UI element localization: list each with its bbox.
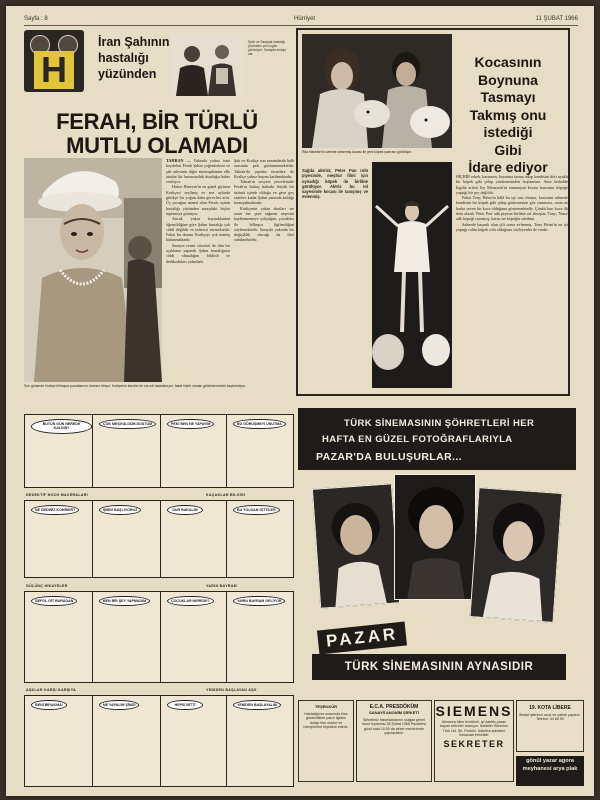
paragraph — [166, 158, 230, 184]
pazar-logo: PAZAR — [317, 621, 407, 654]
running-head — [24, 16, 578, 26]
speech-bubble: BU YOLDAN GİTTİLER — [233, 505, 280, 515]
comic-panel — [25, 415, 93, 487]
paragraph: Sarayın resmi sözcüsü de dün bir açıklama yaparak Şahın hastalığının ciddi olmadığını bildirdi ve dedikoduları yalanladı. — [166, 242, 230, 264]
classified-title: TEŞEKKÜR — [314, 704, 337, 709]
paragraph: HİÇBİR erkek, karısının, boynuna tasma takıp kendisini dört ayaklı bir köpek gibi çekip yürütmesinden hoşlanmaz. Ama herhalde İngiliz artisti Joy Menzurin'in tanımayan kocası karısının köpeğe yaptığı bir şey değildir. — [456, 174, 568, 195]
classified-siemens — [434, 700, 514, 782]
comic-title: AŞKLAR KARŞI KARŞIYA — [26, 688, 76, 692]
comic-panel — [25, 696, 93, 786]
hurriyet-logo — [24, 30, 84, 92]
comic-panel — [25, 592, 93, 682]
dog-col-left — [302, 168, 368, 200]
farah-photo-caption: Son günlerde Kraliçe bilhaşsa çocuklarının üzerine titriyor. Kraliçenin kendisi de sık sık hastalanıyor, fakat hiçbir zaman gülümsemesini kaybetmiyor. — [24, 384, 246, 388]
kicker-line: yüzünden — [98, 67, 157, 81]
comic-panel — [227, 696, 294, 786]
classified-text: ithalat işlerinizi ucuz ve çabuk yaparız. Telefon: 44 66 90 — [519, 713, 581, 722]
dateline: TAHRAN — — [166, 158, 191, 163]
classified-text: Şirketimiz hissedarlarının olağan genel kurul toplantısı 28 Şubat 1966 Pazartesi günü saat 10.00 da şirket merkezinde yapılacaktır. — [362, 718, 426, 736]
comic-panel — [161, 415, 227, 487]
speech-bubble: ÇOCUKLAR NEREDE? — [167, 596, 214, 606]
comic-title: YENİDEN BAŞLAYAN AŞK — [206, 688, 257, 692]
comic-panel — [93, 501, 161, 577]
classified-title: E.C.A. PRESDÖKÜM — [369, 704, 419, 710]
comic-panel — [161, 501, 227, 577]
comic-panel — [161, 592, 227, 682]
speech-bubble: PEKİ BEN NE YAPAYIM — [167, 419, 214, 429]
headline-line: Kocasının — [474, 54, 542, 70]
comic-title: YARIN BAYRAM — [206, 584, 237, 588]
headline-line: Boynuna — [478, 71, 538, 88]
classified-text: Almanca bilen tecrübeli, iyi daktilo yazan bayan sekreter aranıyor. İstekliler Siemens Türk Ltd. Şti. Fındıklı, İstanbul adresine müracaat etmelidir. — [440, 720, 508, 738]
farah-photo — [24, 158, 162, 382]
paragraph-text: Yakında yalnız ismi kaydolan Ferah Şahın yeğenlerinin ve şah ailesinin diğer mensuplarının elle tutulur bir huzursuzluk duyduğu haber veriliyor. — [166, 158, 230, 185]
farah-col-1 — [166, 158, 230, 264]
comic-title: DEDEKTİF NOCH MACERALARI — [26, 493, 88, 497]
newspaper-page — [6, 6, 594, 796]
headline-line: İdare ediyor — [468, 159, 548, 175]
speech-bubble: BEN BİR ŞEY YAPMADIM — [99, 596, 150, 606]
speech-bubble: BENİ BIRAKMA! — [31, 700, 67, 710]
speech-bubble: ŞİMDİ BAŞLIYORUZ — [99, 505, 141, 515]
comic-strip-3 — [24, 591, 294, 683]
shah-photo-caption: Şahlı ve Sarayda hastalığı yüzünden çok üzgün görünüyor. Sarayda endişe var. — [248, 40, 287, 56]
speech-bubble: BUTÜN GÜN NEREDE KALDIN? — [31, 419, 92, 434]
comic-strip-1 — [24, 414, 294, 488]
classified-subtitle: SANAYİİ ANONİM ŞİRKETİ — [369, 710, 419, 715]
comic-panel — [227, 501, 294, 577]
headline-line: Gibi — [494, 141, 522, 158]
speech-bubble: YARIN BAYRAM GELİYOR — [233, 596, 285, 606]
comic-strip-2 — [24, 500, 294, 578]
speech-bubble: HEPSİ BİTTİ — [167, 700, 203, 710]
actress-photo — [312, 483, 400, 608]
farah-headline: FERAH, BİR TÜRLÜ MUTLU OLAMADI — [56, 109, 258, 158]
classified-title: 19. KOTA LİBERE — [529, 705, 571, 711]
speech-bubble: DUR BAKALIM — [167, 505, 203, 515]
headline-line: istediği — [483, 124, 533, 140]
speech-bubble: YENİDEN BAŞLAYALIM — [233, 700, 281, 710]
pazar-advertisement — [298, 400, 576, 700]
paragraph: Kraliçenin yakın dostları ise onun her şeye rağmen neşesini kaybetmemeye çalıştığını, çocukları ile bilhaşsa ilgilendiğini söylemektedir. Sarayda yakında bir değişiklik olacağı da ileri sürülmektedir. — [234, 205, 294, 243]
comic-panel — [93, 592, 161, 682]
ad-line: HAFTA EN GÜZEL FOTOĞRAFLARIYLA — [322, 434, 513, 445]
farah-col-2 — [234, 158, 294, 243]
comic-panel — [227, 592, 294, 682]
classified-subtitle: SEKRETER — [443, 738, 505, 749]
siemens-logo: SIEMENS — [435, 703, 513, 719]
logo-letter: H — [34, 51, 74, 89]
actress-photo — [394, 474, 476, 600]
speech-bubble: BU GÖRÜŞMEYİ UNUTMA — [233, 419, 286, 429]
issue-date: 11 ŞUBAT 1966 — [535, 16, 578, 22]
actress-photo — [470, 487, 563, 623]
paragraph: Fakat Tony Heim'in hâlâ bu işe razı olması, karısının sahnede kendisini bir köpek gibi çekip götürmesine göz yumması, onun ne kadar seven bir koca olduğunu göstermektedir. Çünkü karı koca ilk defa olarak 'Peter Pan' adlı piyeste birlikte rol almışlar. Tony, 'Nana' adlı köpeği oynamış, karısı ise köpeğin sahibini. — [456, 195, 568, 222]
comic-panel — [25, 501, 93, 577]
dancer-with-dogs-photo — [372, 162, 452, 388]
comic-title: GÜLÜNÇ HİKAYELER — [26, 584, 68, 588]
paragraph: Tahran'ın sosyete çevrelerinde Ferah'ın birkaç haftadır büyük bir üzüntü içinde olduğu ve gece geç saatlere kadar Şahın yanında kaldığı konuşulmaktadır. — [234, 179, 294, 206]
shah-photo — [170, 34, 242, 96]
headline-line: Tasmayı — [480, 89, 536, 105]
paragraph: Hafızı Hüseyin'in en güzel giyinen Kraliçesi seçilmiş ve son aylarda gittikçe bir yoğun daha görevleri arttı. Üç çocuğun annesi olan Ferah, eşinin hastalığı yüzünden saraydaki hiçbir toplantıya gitmiyor. — [166, 184, 230, 216]
kicker-line: hastalığı — [98, 51, 149, 65]
ad-line: TÜRK SİNEMASININ ŞÖHRETLERİ HER — [344, 418, 535, 429]
ad-tagline: TÜRK SİNEMASININ AYNASIDIR — [312, 654, 566, 680]
paragraph: Ancak yakın kaynaklardan öğrenildiğine göre Şahın hastalığı çok ciddi değildir ve tedavisi sürmektedir. Fakat bu durum Kraliçeyi çok üzmüş bulunmaktadır. — [166, 216, 230, 243]
dog-headline — [452, 54, 564, 177]
classified-presdokum — [356, 700, 432, 782]
comic-title: KAÇAKLAR BİLGİSİ — [206, 493, 246, 497]
classified-thanks — [298, 700, 354, 782]
kicker-line: İran Şahının — [98, 35, 170, 49]
speech-bubble: NE YAPALIM ŞİMDİ — [99, 700, 139, 710]
paper-name: Hürriyet — [294, 16, 316, 22]
paragraph: Sahnede başarılı olan çift sonra evlenmiş. Tony Heim'in en iyi yaptığı rolün köpek rolü olduğunu söyleyenler de vardır. — [456, 221, 568, 232]
comic-panel — [227, 415, 294, 487]
dancer-caption: Sağda aktrist, Peter Pan rolü piyesinde, meşhur filmi için oynadığı köpek ile birlikte görülüyor. Aktris bu rol sayesinde kocası ile tanışmış ve evlenmiş. — [302, 168, 368, 200]
dog-col-right — [456, 174, 568, 232]
speech-bubble: DEFOL GİT BURADAN — [31, 596, 77, 606]
paragraph: Şah ve Kraliçe son zamanlarda halk arasında pek görünmemektedir. Tahran'da yapılan törenlere de Kraliçe yalnız başına katılmaktadır. — [234, 158, 294, 179]
comic-strip-4 — [24, 695, 294, 787]
comic-panel — [93, 415, 161, 487]
comic-panel — [93, 696, 161, 786]
ad-line: PAZAR'DA BULUŞURLAR... — [316, 451, 463, 463]
gonul-yazar-ad: gönül yazar agora meyhanesi arya plak — [516, 756, 584, 786]
page-number: Sayfa : 8 — [24, 16, 48, 22]
couple-photo-caption: Rita Hasekin'in üzerine cekermiş kocası ile yeni köpek yavrusu görülüyor. — [302, 150, 412, 154]
comic-panel — [161, 696, 227, 786]
speech-bubble: NE DEDİNİZ KOMİSER? — [31, 505, 79, 515]
classified-text: Hastalığımız sırasında bize gösterdikleri yakın ilgiden dolayı tüm doktor ve hemşirelere teşekkür ederiz. — [303, 712, 349, 730]
ad-banner — [298, 408, 576, 470]
couple-with-dogs-photo — [302, 34, 452, 148]
classified-kota — [516, 700, 584, 752]
headline-line: Takmış onu — [469, 106, 547, 123]
speech-bubble: ÇOK MEŞGULDÜM DOSTUM — [99, 419, 156, 429]
